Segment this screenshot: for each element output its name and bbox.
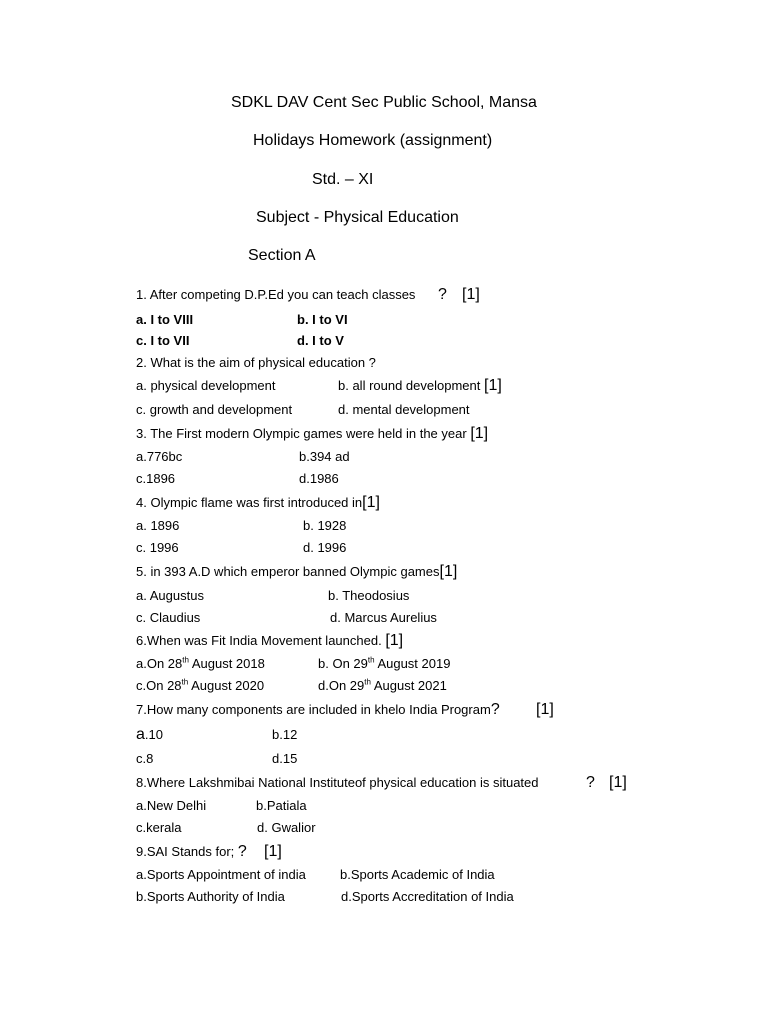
option-a: a. I to VIII [136,312,194,327]
question-3-options-cd [136,470,339,488]
section-label: Section A [248,247,316,264]
option-b: b. On 29th August 2019 [318,655,451,671]
question-text: 7.How many components are included in khelo India Program [136,702,491,717]
question-2-options-ab [136,377,502,395]
option-c: c.1896 [136,471,176,486]
question-3-options-ab [136,448,350,466]
question-5-options-cd [136,609,437,627]
option-b: b. all round development [338,378,481,393]
option-d: d. Marcus Aurelius [330,610,437,625]
question-4-options-ab [136,517,347,535]
marks-badge: [1] [484,377,502,394]
option-a: a. physical development [136,378,276,393]
option-a: a.New Delhi [136,798,207,813]
question-7-options-cd [136,750,298,768]
question-9-options-cd [136,888,514,906]
marks-badge: [1] [609,774,627,791]
question-6 [136,632,403,650]
question-mark: ? [490,701,500,718]
question-7-options-ab [136,726,298,744]
question-3 [136,425,488,443]
option-d: d. Gwalior [257,820,316,835]
option-d: d. 1996 [303,540,347,555]
option-c: c. Claudius [136,610,201,625]
option-b: b.Patiala [256,798,307,813]
question-text: 4. Olympic flame was first introduced in [136,495,363,510]
question-1-options-ab [136,311,348,329]
marks-badge: [1] [462,286,480,303]
option-c: c. I to VII [136,333,190,348]
question-1-options-cd [136,332,344,350]
subject-label: Subject - Physical Education [256,209,459,226]
question-text: 2. What is the aim of physical education ? [136,355,376,370]
option-b: b.Sports Academic of India [340,867,495,882]
option-c: c. growth and development [136,402,293,417]
option-c: c.8 [136,751,154,766]
question-6-options-cd [136,677,447,695]
question-mark: ? [237,843,247,860]
option-c: c. 1996 [136,540,179,555]
question-mark: ? [438,286,447,303]
assignment-title: Holidays Homework (assignment) [253,132,493,149]
marks-badge: [1] [264,843,282,860]
question-6-options-ab [136,655,451,673]
option-d: d.15 [272,751,298,766]
question-text: 1. After competing D.P.Ed you can teach classes [136,287,416,302]
option-b: b.12 [272,727,298,742]
question-2 [136,354,376,372]
marks-badge: [1] [385,632,404,649]
option-b: b. I to VI [297,312,348,327]
option-a: a. Augustus [136,588,204,603]
question-text: 8.Where Lakshmibai National Instituteof physical education is situated [136,775,539,790]
standard-label: Std. – XI [312,171,374,188]
option-a: a.On 28th August 2018 [136,655,265,671]
option-a: a.Sports Appointment of india [136,867,306,882]
question-8-options-ab [136,797,307,815]
option-a: a.10 [136,726,163,743]
option-c: c.On 28th August 2020 [136,677,265,693]
option-c: c.kerala [136,820,182,835]
question-9 [136,843,282,861]
question-text: 5. in 393 A.D which emperor banned Olympic games [136,564,440,579]
question-4-options-cd [136,539,347,557]
marks-badge: [1] [362,494,380,511]
question-8-options-cd [136,819,316,837]
option-d: d. I to V [297,333,344,348]
question-mark: ? [586,774,595,791]
option-d: d.On 29th August 2021 [318,677,447,693]
question-5 [136,563,457,581]
question-text: 9.SAI Stands for; [136,844,235,859]
option-a: a.776bc [136,449,183,464]
option-b: b. Theodosius [328,588,410,603]
option-d: d. mental development [338,402,470,417]
option-d: d.Sports Accreditation of India [341,889,514,904]
question-9-options-ab [136,866,495,884]
marks-badge: [1] [470,425,489,442]
question-text: 3. The First modern Olympic games were held in the year [136,426,467,441]
question-2-options-cd [136,401,470,419]
marks-badge: [1] [439,563,458,580]
question-text: 6.When was Fit India Movement launched. [136,633,382,648]
option-a: a. 1896 [136,518,180,533]
school-name: SDKL DAV Cent Sec Public School, Mansa [231,94,537,111]
option-b: b. 1928 [303,518,347,533]
option-d: d.1986 [299,471,339,486]
question-4 [136,494,380,512]
option-b: b.394 ad [299,449,350,464]
option-c: b.Sports Authority of India [136,889,285,904]
question-1 [136,286,480,304]
marks-badge: [1] [536,701,554,718]
question-7 [136,701,554,719]
question-8 [136,774,627,792]
question-5-options-ab [136,587,410,605]
